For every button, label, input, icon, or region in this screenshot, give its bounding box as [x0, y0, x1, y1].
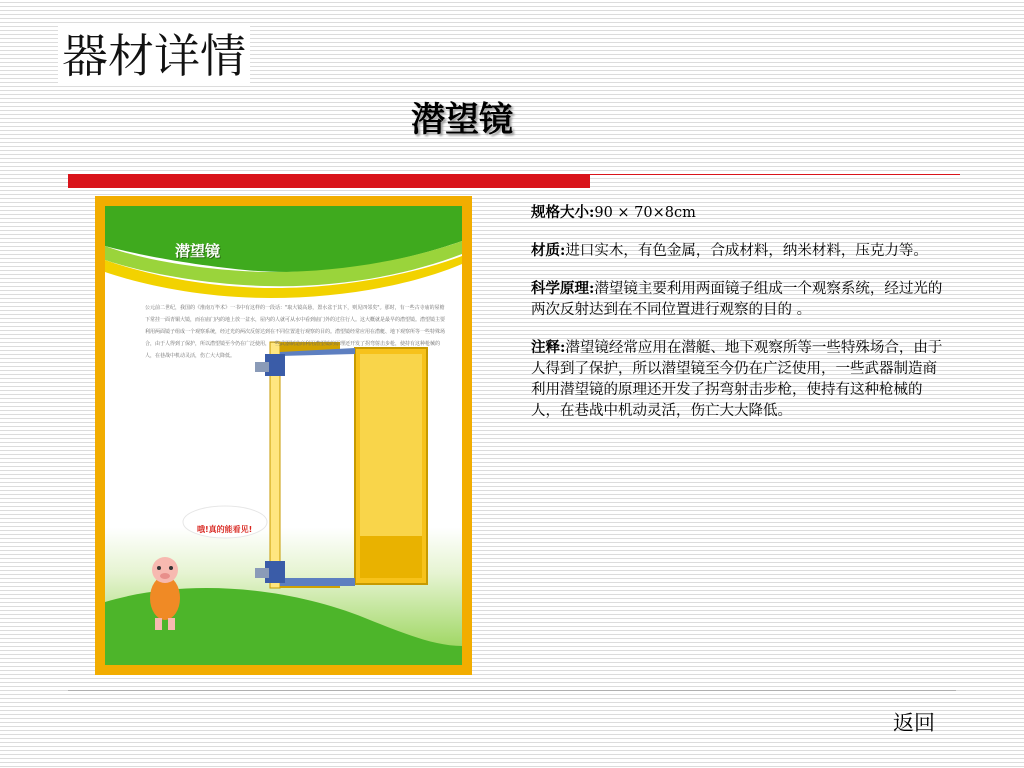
principle-value: 潜望镜主要利用两面镜子组成一个观察系统，经过光的两次反射达到在不同位置进行观察的目的 。 — [531, 281, 943, 318]
poster-speech-bubble: 哦!真的能看见! — [197, 525, 253, 534]
poster-content — [105, 206, 462, 665]
red-accent-bar — [68, 174, 590, 188]
poster-body-text: 公元前二世纪，我国的《淮南万毕术》一书中有这样的一段话："取大镜高悬，置水盆于其下，则见四邻矣"。那时，有一些古寺庙的屋檐下常挂一面青铜大镜，而在庙门内的地上放一盆水，屋内的人就可从水中看到庙门外的过往行人。这大概就是最早的潜望镜。潜望镜主要利用两面镜子组成一个观察系统，经过光的两次反射达到在不同位置进行观察的目的。潜望镜经常应用在潜艇、地下观察所等一些特殊场合，由于人得到了保护，所以潜望镜至今仍在广泛使用，一些武器制造商利用潜望镜的原理还开发了拐弯射击步枪，使持有这种枪械的人，在巷战中机动灵活，伤亡大大降低。 — [145, 305, 446, 359]
poster-artwork — [105, 206, 462, 665]
principle-label: 科学原理: — [531, 280, 595, 297]
note-label: 注释: — [531, 339, 566, 356]
note-paragraph — [531, 337, 951, 422]
material-value: 进口实木，有色金属，合成材料，纳米材料，压克力等。 — [565, 243, 928, 259]
spec-label: 规格大小: — [531, 204, 595, 221]
back-link[interactable]: 返回 — [893, 711, 935, 735]
subject-title: 潜望镜 — [411, 100, 513, 140]
spec-value: 90 × 70×8cm — [594, 205, 696, 221]
spec-paragraph — [531, 202, 951, 224]
footer-divider — [68, 690, 956, 691]
principle-paragraph — [531, 278, 951, 321]
page-title: 器材详情 — [58, 26, 250, 86]
info-panel — [531, 202, 951, 438]
periscope-poster — [95, 196, 472, 675]
material-paragraph — [531, 240, 951, 262]
note-value: 潜望镜经常应用在潜艇、地下观察所等一些特殊场合，由于人得到了保护，所以潜望镜至今仍在广泛使用，一些武器制造商利用潜望镜的原理还开发了拐弯射击步枪，使持有这种枪械的人，在巷战中机动灵活，伤亡大大降低。 — [531, 340, 943, 419]
poster-heading: 潜望镜 — [175, 242, 221, 260]
red-divider-line — [590, 174, 960, 175]
material-label: 材质: — [531, 242, 566, 259]
